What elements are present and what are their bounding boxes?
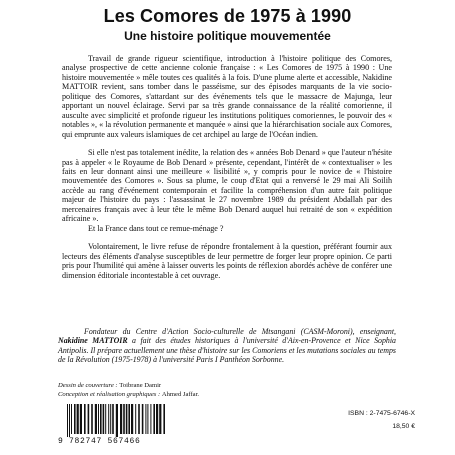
book-title: Les Comores de 1975 à 1990 [103,6,352,26]
barcode-bar [98,404,99,434]
barcode-bar [69,404,70,437]
author-bio [58,327,396,364]
barcode-bar [95,404,97,434]
barcode-bar [84,404,86,434]
barcode-bar [163,404,165,434]
barcode-bar [74,404,76,434]
bio-text-a: Fondateur du Centre d'Action Socio-culturelle de Mtsangani (CASM-Moroni), enseignant, [84,327,396,336]
barcode-bar [100,404,102,434]
barcode-bar [116,404,118,437]
barcode-bar [77,404,79,434]
design-credit-value: Ahmed Jaffar. [161,390,200,398]
barcode-bar [110,404,111,434]
design-credit [58,391,199,400]
blurb-text [62,54,392,280]
barcode-bar [120,404,122,434]
cover-credit-label: Dessin de couverture : [58,382,120,389]
barcode-bar [80,404,82,434]
barcode-bar [126,404,128,434]
barcode-bar [150,404,151,434]
barcode-bar [67,404,68,437]
barcode-bar [103,404,105,434]
barcode-bar [153,404,155,434]
isbn: ISBN : 2-7475-6746-X [348,410,415,417]
author-name: Nakidine MATTOIR [58,336,128,346]
credits [58,382,199,399]
blurb-paragraph: Volontairement, le livre refuse de répondre frontalement à la question, préférant fournir aux lecteurs des éléments d'analyse susceptibles de leur permettre de forger leur propre opinion. Ce parti pris pour l'humilité qui amène à laisser ouverts les points de réflexion abordés achève de conférer une dimension éditoriale incontestable à cet ouvrage. [62,242,392,280]
barcode-bar [128,404,130,434]
blurb-paragraph: Travail de grande rigueur scientifique, introduction à l'histoire politique des Comores, analyse prospective de cette ancienne colonie française : « Les Comores de 1975 à 1990 : Une histoire mouvementée » mêle toutes ces qualités à la fois. D'une plume alerte et accessible, Nakidine MATTOIR revient, sans tomber dans le passéisme, sur des épisodes marquants de la vie socio-politique des Comores, s'attardant sur des événements tels que le massacre de Majunga, leur apportant un nouvel éclairage. Servi par sa très grande connaissance de la réalité comorienne, il ausculte avec simplicité et profonde rigueur les institutions politiques comoriennes, le pouvoir des « notables », « la révolution permanente et manquée » ainsi que la hiérarchisation sociale aux Comores, qui emprunte aux valeurs islamiques de cet archipel au large de l'Océan indien. [62,54,392,139]
barcode-bar [156,404,158,434]
barcode-bar [123,404,125,434]
barcode-bar [112,404,114,434]
barcode-bar [108,404,109,434]
barcode-bar [138,404,140,434]
barcode-bar [71,404,72,434]
bio-text-b: a fait des études historiques à l'université d'Aix-en-Provence et Nice Sophia Antipolis. Il prépare actuellement une thèse d'histoire sur les Comoriens et les mutations sociales au temps de la Révolution (1975-1978) à l'université Paris I Panthéon Sorbonne. [58,336,397,364]
barcode-bar [159,404,161,434]
cover-credit-value: Toibrane Damir [119,382,162,389]
barcode-bar [91,404,93,434]
blurb-paragraph: Et la France dans tout ce remue-ménage ? [88,223,224,233]
barcode-number: 9 782747 567466 [58,437,141,446]
book-subtitle: Une histoire politique mouvementée [124,29,331,43]
design-credit-label: Conception et réalisation graphiques : [58,390,162,398]
barcode-bar [135,404,136,434]
barcode-bar [145,404,146,434]
barcode-bar [88,404,90,434]
isbn-price [340,407,415,433]
barcode-bar [131,404,133,434]
blurb-paragraph: Si elle n'est pas totalement inédite, la relation des « années Bob Denard » que l'auteur n'hésite pas à appeler « le Royaume de Bob Denard » présente, cependant, l'intérêt de « contextualiser » les faits en leur donnant ainsi une meilleure « lisibilité », y compris pour le novice de « l'histoire mouvementée des Comores ». Sous sa plume, le coup d'Etat qui a renversé le 29 mai Ali Soilih accède au rang d'événement contemporain et facilite la compréhension d'un autre fait politique majeur de l'histoire du pays : l'assassinat le 27 novembre 1989 du président Abdallah par des mercenaires français avec à leur tête le même Bob Denard auquel hui retraité de son « expédition africaine ». [62,148,392,224]
cover-credit [58,382,199,391]
price: 18,50 € [392,423,415,430]
barcode-bars [65,404,169,437]
author-bio-paragraph [58,327,396,364]
barcode-bar [105,404,106,434]
barcode [58,404,176,448]
barcode-bar [142,404,144,434]
barcode-bar [147,404,148,434]
